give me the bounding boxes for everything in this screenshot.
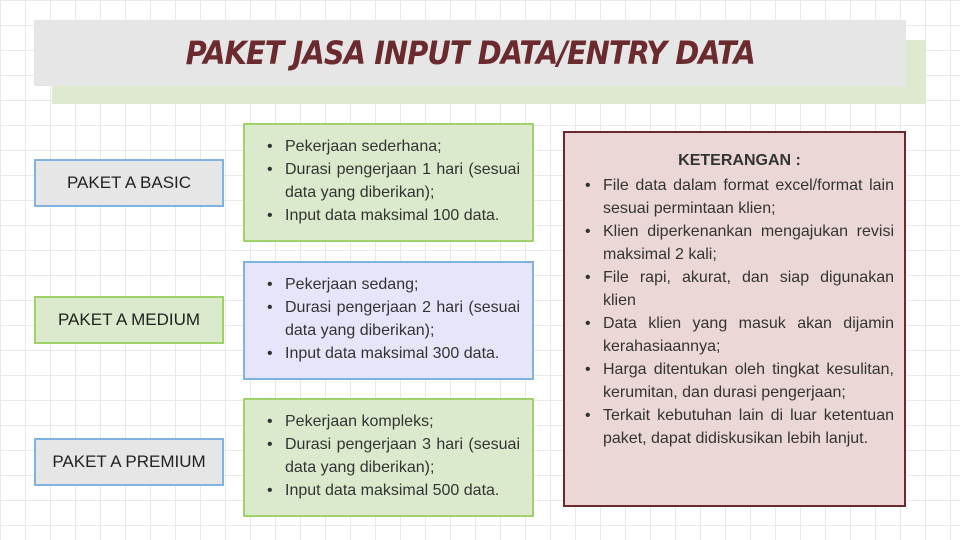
package-details-basic [243,123,534,242]
list-item: • Pekerjaan sederhana; [267,135,520,158]
package-label-premium: PAKET A PREMIUM [34,438,224,486]
list-item: • Terkait kebutuhan lain di luar ketentuan paket, dapat didiskusikan lebih lanjut. [585,404,894,450]
list-item: • Klien diperkenankan mengajukan revisi maksimal 2 kali; [585,220,894,266]
list-item: • Input data maksimal 300 data. [267,342,520,365]
list-item: • Data klien yang masuk akan dijamin kerahasiaannya; [585,312,894,358]
detail-list [267,135,520,227]
list-item: • Pekerjaan kompleks; [267,410,520,433]
list-item: • File data dalam format excel/format lain sesuai permintaan klien; [585,174,894,220]
detail-list [267,273,520,365]
package-details-medium [243,261,534,380]
list-item: • Pekerjaan sedang; [267,273,520,296]
list-item: • Durasi pengerjaan 1 hari (sesuai data yang diberikan); [267,158,520,204]
list-item: • Durasi pengerjaan 2 hari (sesuai data yang diberikan); [267,296,520,342]
list-item: • File rapi, akurat, dan siap digunakan klien [585,266,894,312]
package-label-medium: PAKET A MEDIUM [34,296,224,344]
list-item: • Input data maksimal 100 data. [267,204,520,227]
list-item: • Input data maksimal 500 data. [267,479,520,502]
package-label-basic: PAKET A BASIC [34,159,224,207]
title-banner [34,20,906,86]
notes-list [585,174,894,450]
list-item: • Harga ditentukan oleh tingkat kesulitan, kerumitan, dan durasi pengerjaan; [585,358,894,404]
notes-heading: KETERANGAN : [678,152,801,169]
notes-panel [563,131,906,507]
package-details-premium [243,398,534,517]
list-item: • Durasi pengerjaan 3 hari (sesuai data yang diberikan); [267,433,520,479]
page-title: PAKET JASA INPUT DATA/ENTRY DATA [185,34,755,72]
detail-list [267,410,520,502]
